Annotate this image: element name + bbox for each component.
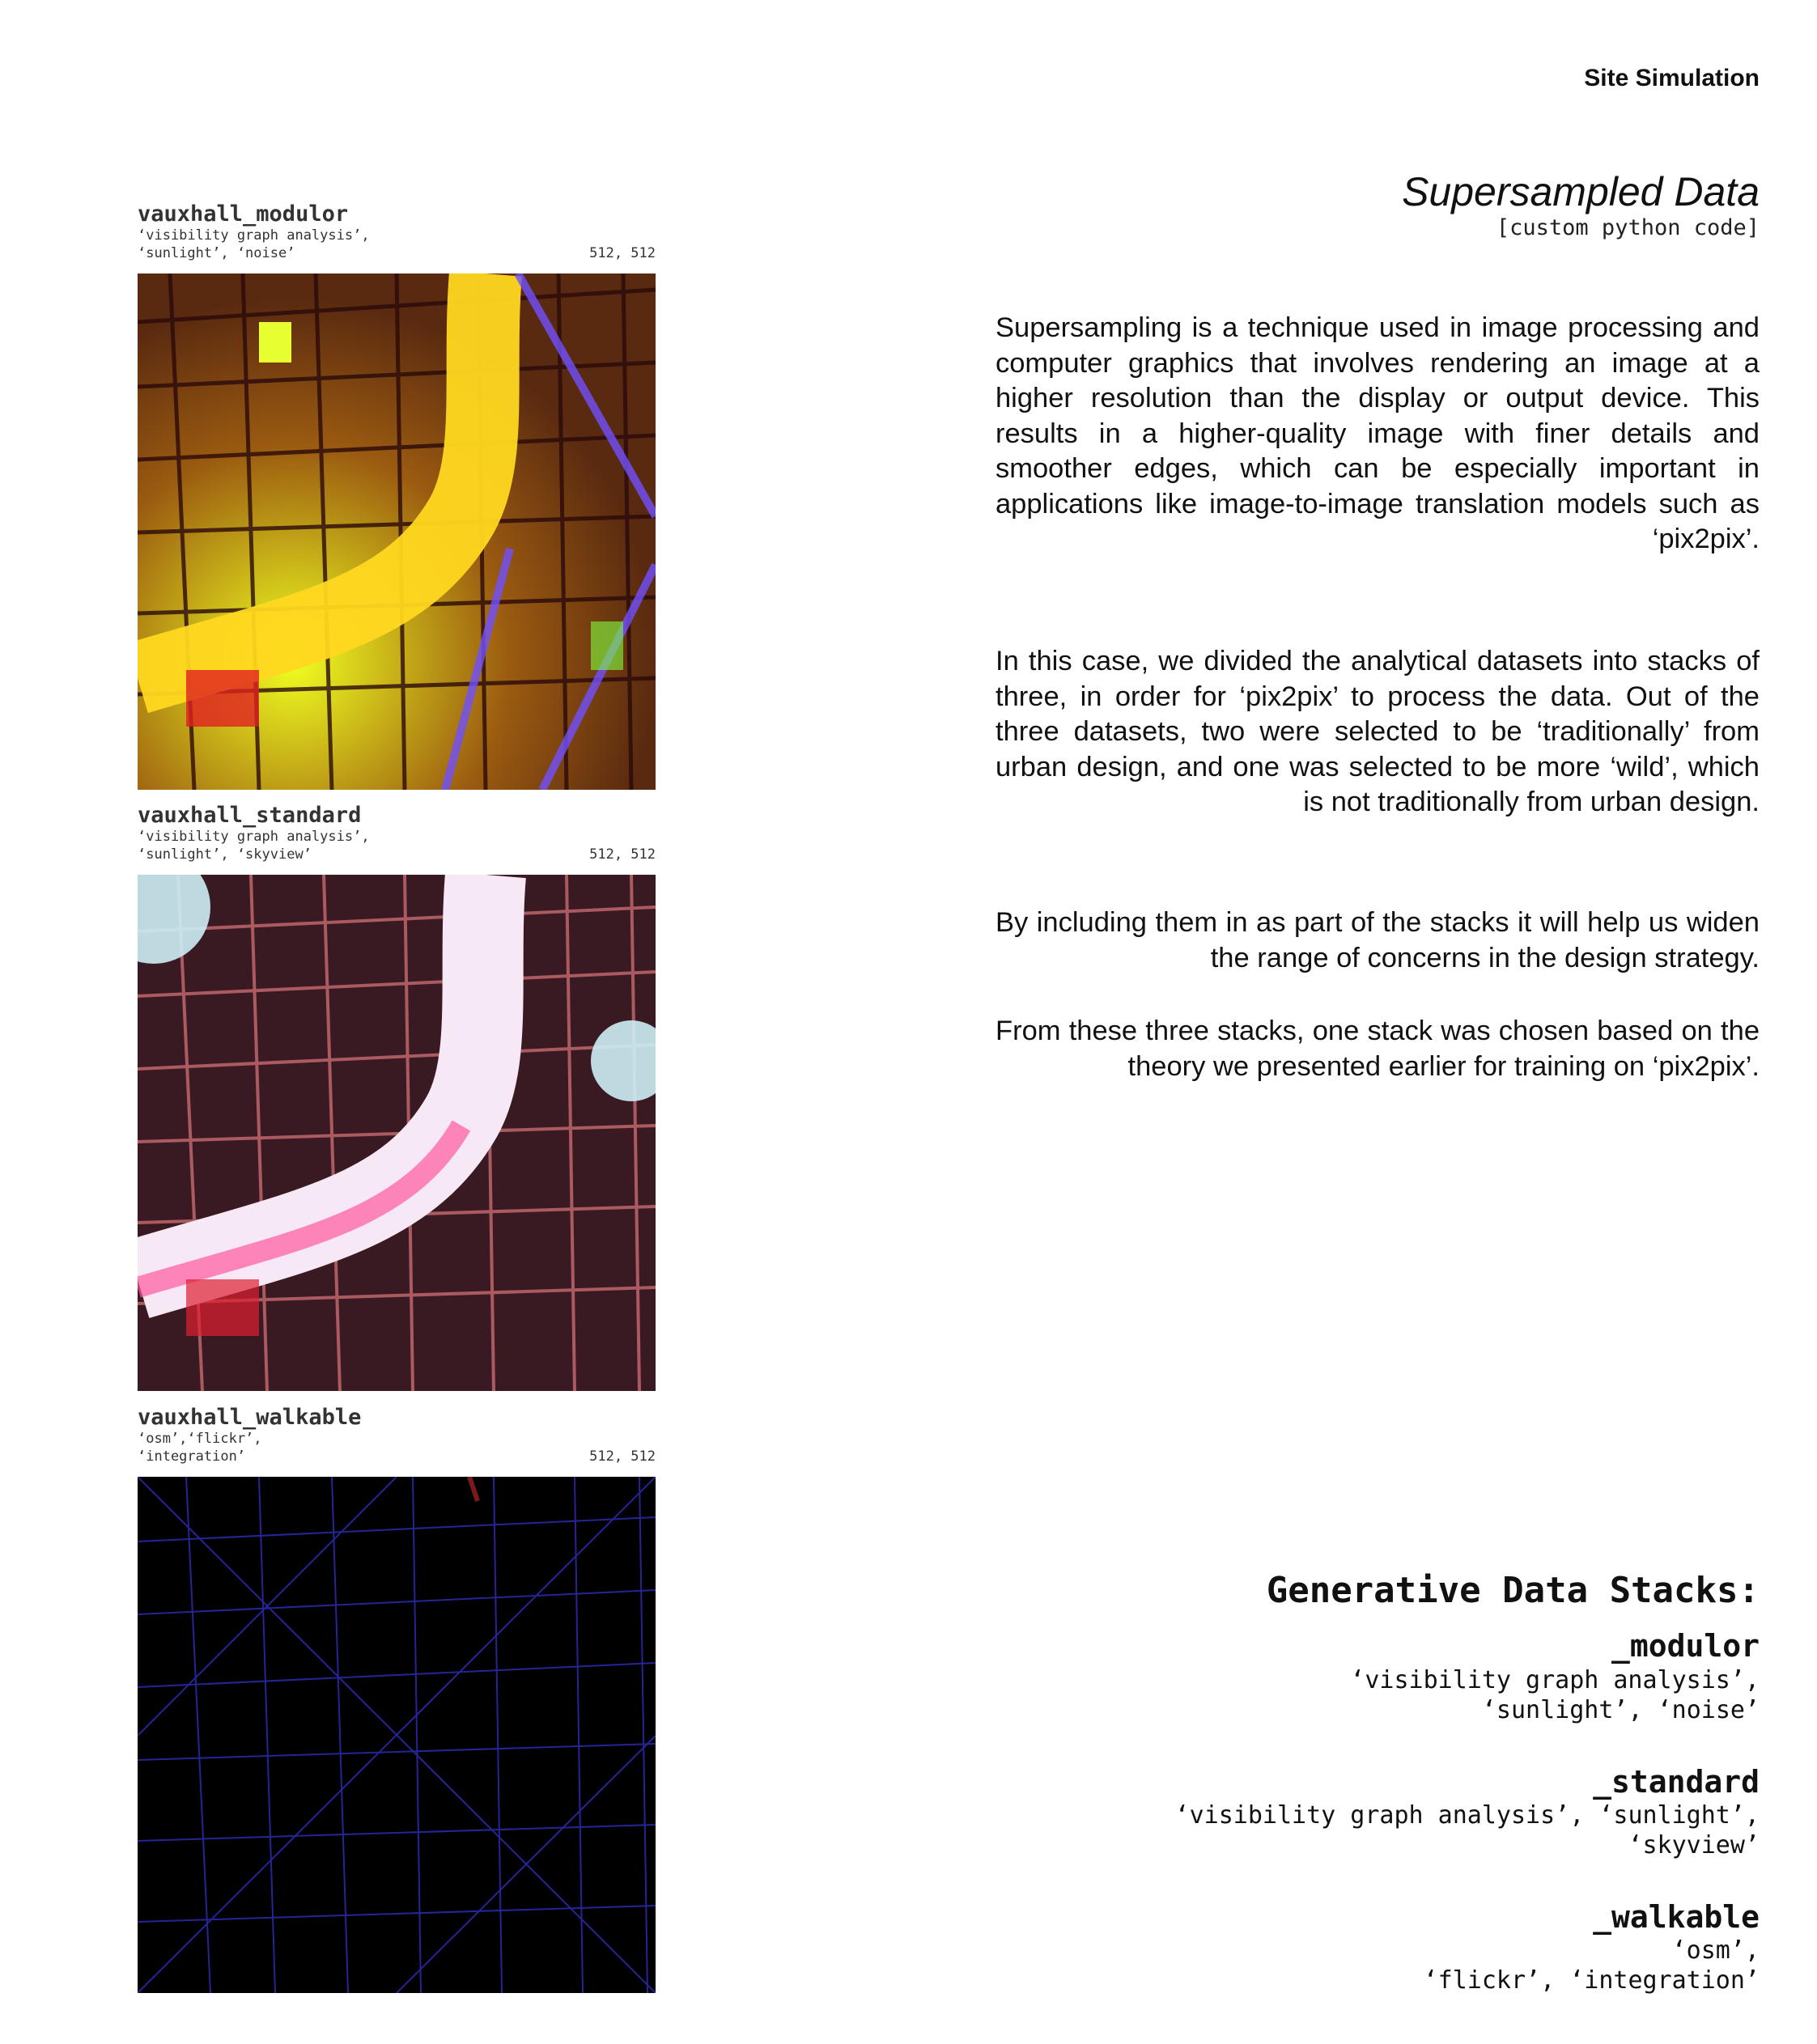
panel-attr-line2: ‘sunlight’, ‘noise’	[138, 245, 295, 261]
paragraph-3: By including them in as part of the stacks it will help us widen the range of concerns in the design strategy.	[996, 907, 1760, 973]
panel-standard	[138, 804, 656, 863]
panel-attributes	[138, 227, 656, 262]
panel-modulor	[138, 202, 656, 262]
panel-attributes	[138, 828, 656, 863]
panel-size: 512, 512	[589, 245, 656, 261]
stack-attr-line1: ‘visibility graph analysis’,	[1350, 1666, 1760, 1694]
panel-attr-line2: ‘integration’	[138, 1448, 246, 1465]
stack-attr-line2: ‘flickr’, ‘integration’	[1423, 1966, 1760, 1995]
main-title: Supersampled Data	[1402, 169, 1760, 214]
panel-attr-line1: ‘osm’,‘flickr’,	[138, 1431, 262, 1447]
panel-attr-line2: ‘sunlight’, ‘skyview’	[138, 846, 312, 863]
section-title: Site Simulation	[1584, 65, 1760, 91]
map-modulor-image	[138, 274, 656, 790]
stack-modulor-name: _modulor	[1611, 1628, 1760, 1664]
panel-attr-line1: ‘visibility graph analysis’,	[138, 829, 370, 845]
stacks-title: Generative Data Stacks:	[1266, 1570, 1760, 1611]
panel-size: 512, 512	[589, 1448, 656, 1465]
stack-walkable-attrs	[1424, 1936, 1760, 1995]
stack-standard-name: _standard	[1593, 1764, 1760, 1800]
stack-walkable-name: _walkable	[1593, 1899, 1760, 1935]
panel-name: vauxhall_modulor	[138, 201, 349, 227]
panel-walkable	[138, 1406, 656, 1465]
panel-name: vauxhall_standard	[138, 803, 362, 828]
stack-standard-attrs	[1175, 1800, 1760, 1860]
paragraph-4: From these three stacks, one stack was chosen based on the theory we presented earlier for training on ‘pix2pix’.	[996, 1016, 1760, 1082]
panel-attributes	[138, 1430, 656, 1465]
stack-attr-line2: ‘sunlight’, ‘noise’	[1481, 1696, 1760, 1724]
stack-attr-line2: ‘skyview’	[1628, 1831, 1760, 1860]
paragraph-2: In this case, we divided the analytical datasets into stacks of three, in order for ‘pix2pix’ to process the data. Out of the three datasets, two were selected to be ‘traditionally’ from urban design, and one was selected to be more ‘wild’, which is not traditionally from urban design.	[996, 646, 1760, 817]
panel-name: vauxhall_walkable	[138, 1405, 362, 1430]
panel-size: 512, 512	[589, 846, 656, 863]
paragraph-1: Supersampling is a technique used in image processing and computer graphics that involves rendering an image at a higher resolution than the display or output device. This results in a higher-quality image with finer details and smoother edges, which can be especially important in applications like image-to-image translation models such as ‘pix2pix’.	[996, 312, 1760, 554]
stack-attr-line1: ‘osm’,	[1671, 1936, 1760, 1965]
map-standard-image	[138, 875, 656, 1391]
map-walkable-image	[138, 1477, 656, 1993]
main-subtitle: [custom python code]	[1496, 215, 1760, 240]
panel-attr-line1: ‘visibility graph analysis’,	[138, 227, 370, 244]
stack-attr-line1: ‘visibility graph analysis’, ‘sunlight’,	[1174, 1801, 1760, 1830]
stack-modulor-attrs	[1350, 1665, 1760, 1725]
